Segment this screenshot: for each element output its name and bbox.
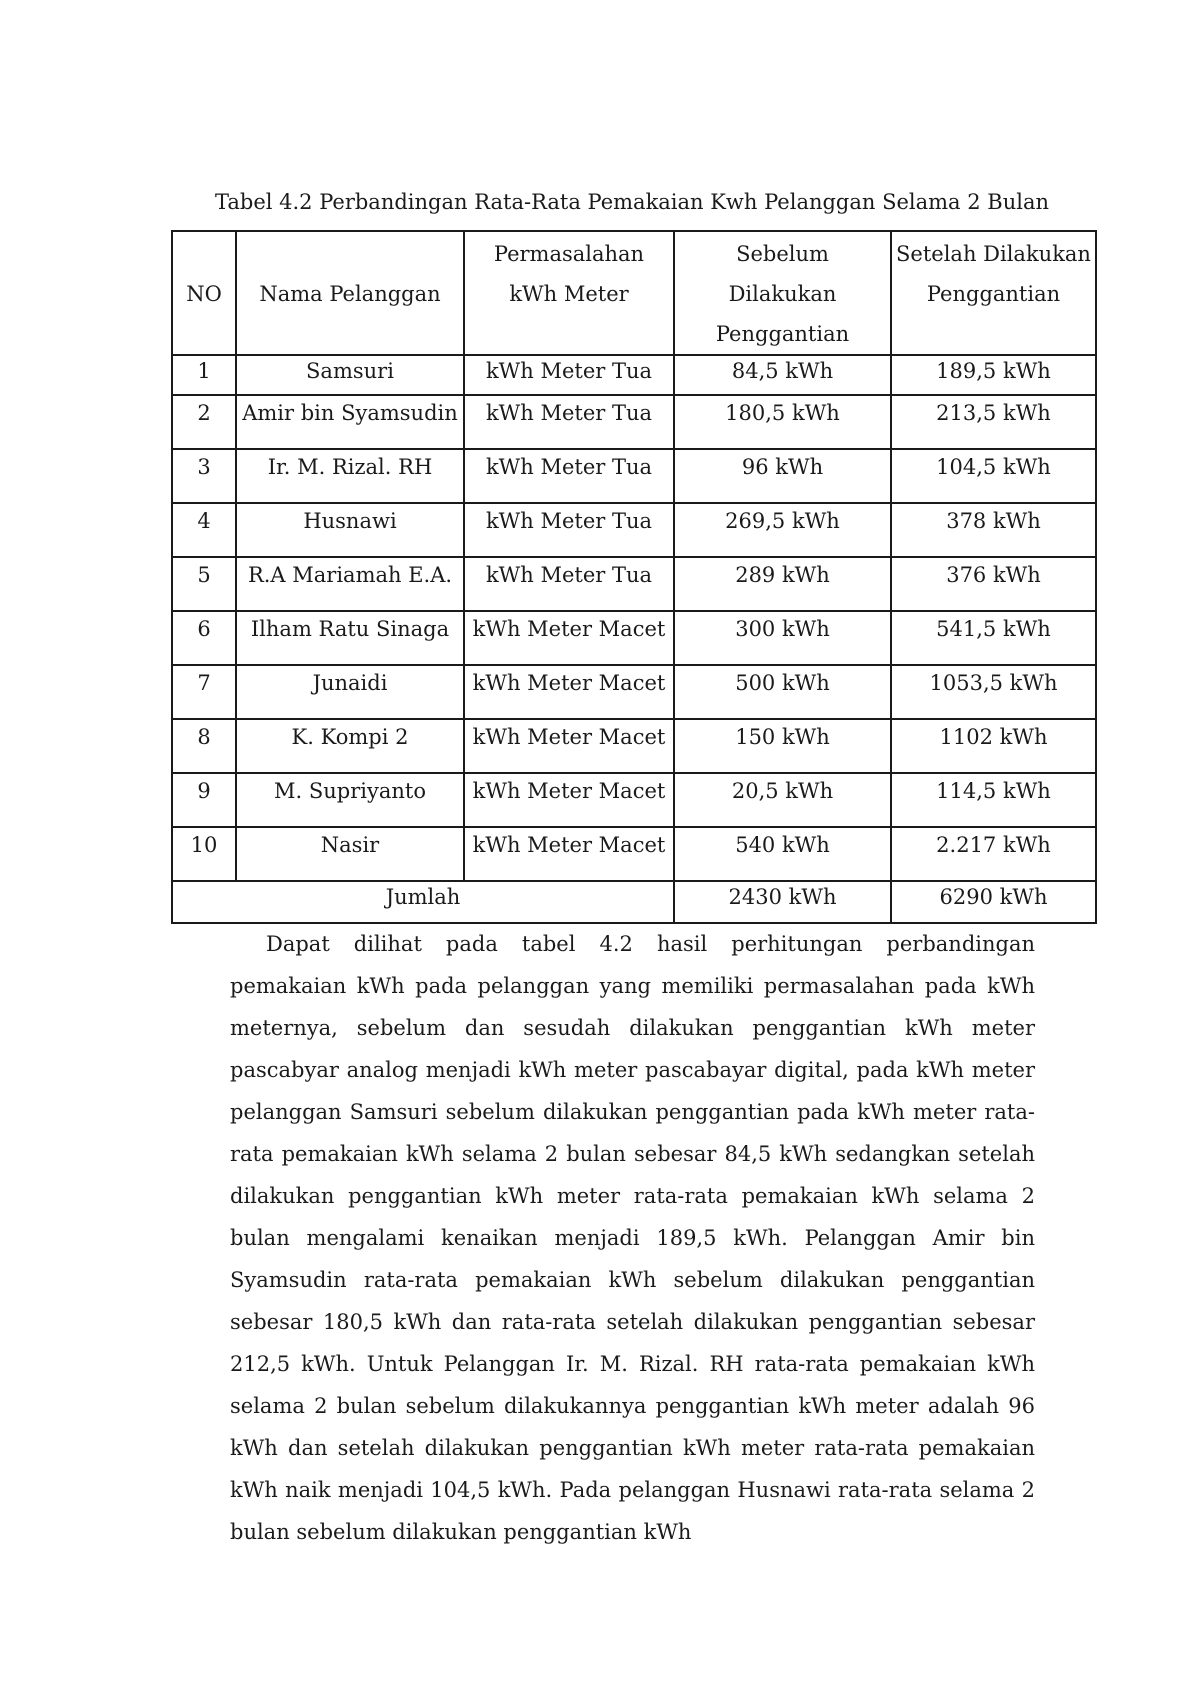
cell-no: 4 [172,503,236,557]
cell-nama: Junaidi [236,665,464,719]
table-row [172,355,1096,395]
header-permasalahan-line1: Permasalahan [493,242,645,266]
cell-no: 2 [172,395,236,449]
cell-setelah: 376 kWh [891,557,1096,611]
table-row [172,449,1096,503]
cell-setelah: 2.217 kWh [891,827,1096,881]
table-row [172,773,1096,827]
cell-masalah: kWh Meter Macet [464,827,674,881]
header-nama-pelanggan: Nama Pelanggan [236,231,464,355]
table-caption: Tabel 4.2 Perbandingan Rata-Rata Pemakaian Kwh Pelanggan Selama 2 Bulan [214,190,1050,214]
table-row [172,827,1096,881]
header-permasalahan [464,231,674,355]
cell-sebelum: 269,5 kWh [674,503,891,557]
total-sebelum: 2430 kWh [674,881,891,923]
table-header-row [172,231,1096,355]
table-row [172,395,1096,449]
cell-no: 10 [172,827,236,881]
cell-setelah: 1053,5 kWh [891,665,1096,719]
cell-sebelum: 150 kWh [674,719,891,773]
comparison-table [171,230,1097,924]
cell-no: 9 [172,773,236,827]
cell-masalah: kWh Meter Tua [464,395,674,449]
table-body [172,355,1096,923]
cell-setelah: 1102 kWh [891,719,1096,773]
cell-nama: M. Supriyanto [236,773,464,827]
cell-setelah: 104,5 kWh [891,449,1096,503]
cell-setelah: 378 kWh [891,503,1096,557]
cell-nama: Ilham Ratu Sinaga [236,611,464,665]
cell-setelah: 114,5 kWh [891,773,1096,827]
cell-sebelum: 289 kWh [674,557,891,611]
header-no: NO [172,231,236,355]
cell-nama: K. Kompi 2 [236,719,464,773]
table-total-row [172,881,1096,923]
table-row [172,557,1096,611]
cell-nama: Husnawi [236,503,464,557]
header-setelah-line1: Setelah Dilakukan [896,242,1091,266]
cell-sebelum: 180,5 kWh [674,395,891,449]
cell-masalah: kWh Meter Macet [464,773,674,827]
cell-sebelum: 300 kWh [674,611,891,665]
cell-sebelum: 540 kWh [674,827,891,881]
cell-setelah: 541,5 kWh [891,611,1096,665]
total-setelah: 6290 kWh [891,881,1096,923]
cell-sebelum: 20,5 kWh [674,773,891,827]
cell-nama: Ir. M. Rizal. RH [236,449,464,503]
cell-masalah: kWh Meter Tua [464,503,674,557]
table-row [172,611,1096,665]
header-sebelum-line2: Penggantian [715,322,850,346]
cell-sebelum: 96 kWh [674,449,891,503]
cell-setelah: 189,5 kWh [891,355,1096,395]
cell-masalah: kWh Meter Macet [464,719,674,773]
cell-no: 1 [172,355,236,395]
cell-masalah: kWh Meter Macet [464,665,674,719]
table-row [172,719,1096,773]
cell-no: 7 [172,665,236,719]
header-permasalahan-line2: kWh Meter [509,282,629,306]
cell-masalah: kWh Meter Macet [464,611,674,665]
cell-masalah: kWh Meter Tua [464,449,674,503]
header-setelah [891,231,1096,355]
cell-sebelum: 500 kWh [674,665,891,719]
cell-masalah: kWh Meter Tua [464,355,674,395]
cell-masalah: kWh Meter Tua [464,557,674,611]
cell-nama: Nasir [236,827,464,881]
body-paragraph: Dapat dilihat pada tabel 4.2 hasil perhitungan perbandingan pemakaian kWh pada pelanggan yang memiliki permasalahan pada kWh meternya, sebelum dan sesudah dilakukan penggantian kWh meter pascabyar analog menjadi kWh meter pascabayar digital, pada kWh meter pelanggan Samsuri sebelum dilakukan penggantian pada kWh meter rata-rata pemakaian kWh selama 2 bulan sebesar 84,5 kWh sedangkan setelah dilakukan penggantian kWh meter rata-rata pemakaian kWh selama 2 bulan mengalami kenaikan menjadi 189,5 kWh. Pelanggan Amir bin Syamsudin rata-rata pemakaian kWh sebelum dilakukan penggantian sebesar 180,5 kWh dan rata-rata setelah dilakukan penggantian sebesar 212,5 kWh. Untuk Pelanggan Ir. M. Rizal. RH rata-rata pemakaian kWh selama 2 bulan sebelum dilakukannya penggantian kWh meter adalah 96 kWh dan setelah dilakukan penggantian kWh meter rata-rata pemakaian kWh naik menjadi 104,5 kWh. Pada pelanggan Husnawi rata-rata selama 2 bulan sebelum dilakukan penggantian kWh [230,932,1035,1544]
header-sebelum-line1: Sebelum Dilakukan [728,242,837,306]
cell-nama: R.A Mariamah E.A. [236,557,464,611]
header-sebelum [674,231,891,355]
cell-no: 5 [172,557,236,611]
cell-no: 8 [172,719,236,773]
cell-sebelum: 84,5 kWh [674,355,891,395]
cell-no: 6 [172,611,236,665]
cell-setelah: 213,5 kWh [891,395,1096,449]
cell-nama: Samsuri [236,355,464,395]
cell-no: 3 [172,449,236,503]
table-row [172,665,1096,719]
cell-nama: Amir bin Syamsudin [236,395,464,449]
header-setelah-line2: Penggantian [926,282,1061,306]
table-row [172,503,1096,557]
total-label: Jumlah [172,881,674,923]
